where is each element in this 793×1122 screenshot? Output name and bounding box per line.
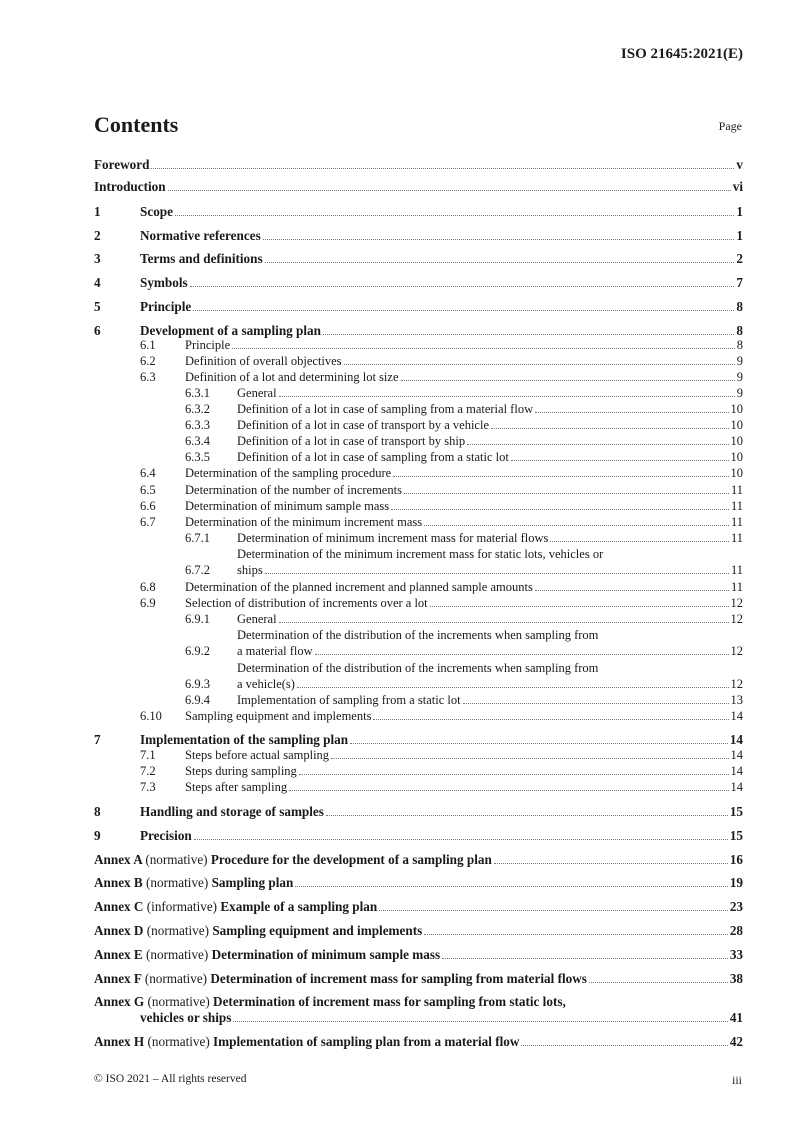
section-number: 9 — [94, 828, 101, 843]
entry-title: Terms and definitions — [140, 251, 263, 266]
entry-title: Steps after sampling — [185, 780, 288, 794]
dot-leader — [535, 590, 729, 591]
toc-entry[interactable] — [94, 418, 743, 433]
toc-entry[interactable] — [94, 899, 743, 914]
entry-title: Definition of a lot in case of transport by ship — [237, 434, 466, 448]
dot-leader — [589, 982, 728, 983]
dot-leader — [295, 886, 728, 887]
section-number: 5 — [94, 299, 101, 314]
annex-label: Annex B — [94, 875, 143, 890]
dot-leader — [373, 719, 728, 720]
page-number: 15 — [729, 804, 743, 819]
entry-title: Determination of minimum increment mass for material flows — [237, 531, 549, 545]
footer-copyright: © ISO 2021 – All rights reserved — [94, 1073, 247, 1085]
section-number: 7.3 — [140, 780, 156, 794]
dot-leader — [404, 493, 729, 494]
entry-title: a material flow — [237, 644, 313, 658]
document-id: ISO 21645:2021(E) — [620, 46, 743, 62]
dot-leader — [232, 348, 735, 349]
toc-entry[interactable] — [94, 228, 743, 243]
entry-title-line1 — [94, 994, 566, 1009]
page-number: 9 — [736, 354, 743, 368]
annex-kind: (normative) — [146, 875, 209, 890]
page-number: 12 — [730, 644, 743, 658]
dot-leader — [494, 863, 728, 864]
dot-leader — [521, 1045, 727, 1046]
dot-leader — [193, 310, 734, 311]
section-number: 3 — [94, 251, 101, 266]
entry-title: Selection of distribution of increments over a lot — [185, 596, 428, 610]
dot-leader — [297, 687, 729, 688]
dot-leader — [315, 654, 729, 655]
section-number: 7.1 — [140, 748, 156, 762]
annex-title: Sampling equipment and implements — [212, 923, 423, 938]
page-number: 15 — [729, 828, 743, 843]
page-number: 10 — [730, 466, 743, 480]
page-number: 14 — [729, 732, 743, 747]
entry-title: Symbols — [140, 275, 188, 290]
dot-leader — [463, 703, 729, 704]
annex-title: Implementation of sampling plan from a material flow — [213, 1034, 520, 1049]
page-number: 1 — [736, 204, 743, 219]
dot-leader — [467, 444, 728, 445]
dot-leader — [379, 910, 728, 911]
dot-leader — [393, 476, 728, 477]
toc-entry[interactable] — [94, 466, 743, 481]
entry-title: Handling and storage of samples — [140, 804, 324, 819]
page-number: 8 — [736, 299, 743, 314]
toc-entry[interactable] — [94, 251, 743, 266]
section-number: 6.7.2 — [185, 563, 210, 577]
page-number: 10 — [730, 402, 743, 416]
entry-title — [94, 852, 492, 867]
section-number: 7.2 — [140, 764, 156, 778]
entry-title — [94, 971, 587, 986]
contents-heading: Contents — [94, 112, 179, 137]
entry-title: Principle — [185, 338, 231, 352]
dot-leader — [194, 839, 728, 840]
footer-page-number: iii — [731, 1073, 742, 1087]
entry-title: Determination of the number of increments — [185, 483, 402, 497]
entry-title: Scope — [140, 204, 173, 219]
toc-entry[interactable] — [94, 732, 743, 747]
section-number: 2 — [94, 228, 101, 243]
page-number: 10 — [730, 450, 743, 464]
page-number: 16 — [729, 852, 743, 867]
page-number: 14 — [730, 764, 743, 778]
toc-entry[interactable] — [94, 923, 743, 938]
page-column-label: Page — [718, 119, 742, 133]
annex-title: Procedure for the development of a sampling plan — [210, 852, 492, 867]
annex-kind: (normative) — [146, 947, 209, 962]
dot-leader — [279, 396, 735, 397]
entry-title: Principle — [140, 299, 192, 314]
entry-title: Development of a sampling plan — [140, 323, 321, 338]
dot-leader — [491, 428, 728, 429]
dot-leader — [263, 239, 735, 240]
dot-leader — [350, 743, 728, 744]
page-number: 41 — [729, 1010, 743, 1025]
toc-entry[interactable] — [94, 764, 743, 779]
annex-kind: (normative) — [147, 1034, 210, 1049]
dot-leader — [430, 606, 729, 607]
entry-title: Steps during sampling — [185, 764, 297, 778]
toc-entry[interactable] — [94, 947, 743, 962]
entry-title: Precision — [140, 828, 192, 843]
entry-title: vehicles or ships — [140, 1010, 232, 1025]
entry-title-line1-text: Determination of the minimum increment mass for static lots, vehicles or — [237, 547, 604, 561]
section-number: 6.3.3 — [185, 418, 210, 432]
dot-leader — [535, 412, 728, 413]
entry-title: Definition of a lot and determining lot size — [185, 370, 399, 384]
dot-leader — [424, 934, 728, 935]
entry-title — [94, 899, 377, 914]
annex-label: Annex C — [94, 899, 144, 914]
entry-title — [94, 1034, 519, 1049]
toc-entry[interactable] — [94, 402, 743, 417]
page-number: v — [736, 157, 743, 172]
dot-leader — [442, 958, 728, 959]
dot-leader — [401, 380, 735, 381]
page-number: 11 — [730, 499, 743, 513]
section-number: 6.9.4 — [185, 693, 210, 707]
page-number: 14 — [730, 748, 743, 762]
toc-entry[interactable] — [94, 1034, 743, 1049]
toc-entry[interactable] — [94, 852, 743, 867]
page-number: 28 — [729, 923, 743, 938]
toc-entry[interactable] — [94, 354, 743, 369]
dot-leader — [331, 758, 728, 759]
page-number: 12 — [730, 596, 743, 610]
section-number: 1 — [94, 204, 101, 219]
toc-entry[interactable] — [94, 580, 743, 595]
toc-entry[interactable] — [94, 596, 743, 611]
section-number: 6.3.5 — [185, 450, 210, 464]
entry-title-line1-text: Determination of the distribution of the increments when sampling from — [237, 661, 599, 675]
page-number: 11 — [730, 483, 743, 497]
toc-entry[interactable] — [94, 709, 743, 724]
toc-entry[interactable] — [94, 499, 743, 514]
entry-title-line1 — [237, 547, 603, 562]
toc-entry[interactable] — [94, 275, 743, 290]
page-number: 13 — [730, 693, 743, 707]
section-number: 6.9.1 — [185, 612, 210, 626]
dot-leader — [299, 774, 729, 775]
entry-title — [94, 947, 440, 962]
annex-label: Annex A — [94, 852, 143, 867]
page-number: 42 — [729, 1034, 743, 1049]
section-number: 6.7 — [140, 515, 156, 529]
dot-leader — [511, 460, 729, 461]
dot-leader — [233, 1021, 727, 1022]
page-number: 12 — [730, 677, 743, 691]
annex-title: Determination of minimum sample mass — [211, 947, 441, 962]
toc-entry[interactable] — [94, 204, 743, 219]
toc-entry[interactable] — [94, 179, 743, 194]
toc-entry[interactable] — [94, 780, 743, 795]
page-number: 11 — [730, 563, 743, 577]
toc-entry[interactable] — [94, 612, 743, 627]
page-number: 9 — [736, 386, 743, 400]
entry-title — [94, 923, 422, 938]
entry-title: Determination of the minimum increment mass — [185, 515, 423, 529]
section-number: 6.6 — [140, 499, 156, 513]
entry-title: Definition of a lot in case of transport by a vehicle — [237, 418, 490, 432]
toc-entry[interactable] — [94, 450, 743, 465]
annex-kind: (informative) — [146, 899, 218, 914]
annex-kind: (normative) — [147, 994, 210, 1009]
toc-entry[interactable] — [94, 386, 743, 401]
section-number: 6.9.2 — [185, 644, 210, 658]
page-number: 10 — [730, 418, 743, 432]
entry-title: Introduction — [94, 179, 166, 194]
toc-entry[interactable] — [94, 994, 743, 1025]
entry-title: Implementation of sampling from a static lot — [237, 693, 461, 707]
page-number: 8 — [736, 323, 743, 338]
entry-title: Sampling equipment and implements — [185, 709, 372, 723]
dot-leader — [175, 215, 734, 216]
entry-title: General — [237, 612, 277, 626]
toc-entry[interactable] — [94, 299, 743, 314]
entry-title: ships — [237, 563, 263, 577]
dot-leader — [391, 509, 729, 510]
entry-title: a vehicle(s) — [237, 677, 295, 691]
page-number: 12 — [730, 612, 743, 626]
toc-entry[interactable] — [94, 547, 743, 578]
annex-kind: (normative) — [145, 852, 208, 867]
section-number: 7 — [94, 732, 101, 747]
section-number: 6.7.1 — [185, 531, 210, 545]
toc-entry[interactable] — [94, 748, 743, 763]
entry-title: Determination of minimum sample mass — [185, 499, 390, 513]
entry-title: Determination of the sampling procedure — [185, 466, 392, 480]
dot-leader — [265, 573, 729, 574]
toc-entry[interactable] — [94, 804, 743, 819]
page-number: 14 — [730, 709, 743, 723]
page-number: 11 — [730, 515, 743, 529]
annex-label: Annex D — [94, 923, 144, 938]
toc-entry[interactable] — [94, 338, 743, 353]
toc-entry[interactable] — [94, 828, 743, 843]
toc-entry[interactable] — [94, 875, 743, 890]
entry-title: Implementation of the sampling plan — [140, 732, 349, 747]
toc-entry[interactable] — [94, 661, 743, 692]
section-number: 6.3.1 — [185, 386, 210, 400]
page-number: 9 — [736, 370, 743, 384]
toc-entry[interactable] — [94, 515, 743, 530]
annex-kind: (normative) — [146, 923, 210, 938]
entry-title: Steps before actual sampling — [185, 748, 330, 762]
section-number: 6.3.4 — [185, 434, 210, 448]
page-number: 14 — [730, 780, 743, 794]
section-number: 6.3.2 — [185, 402, 210, 416]
page-number: vi — [732, 179, 743, 194]
section-number: 6.5 — [140, 483, 156, 497]
page-number: 11 — [730, 531, 743, 545]
entry-title: Foreword — [94, 157, 150, 172]
toc-entry[interactable] — [94, 693, 743, 708]
section-number: 6.8 — [140, 580, 156, 594]
section-number: 4 — [94, 275, 101, 290]
dot-leader — [326, 815, 728, 816]
entry-title: Definition of a lot in case of sampling from a static lot — [237, 450, 509, 464]
section-number: 6.9.3 — [185, 677, 210, 691]
page-number: 11 — [730, 580, 743, 594]
dot-leader — [168, 190, 731, 191]
page-number: 33 — [729, 947, 743, 962]
toc-entry[interactable] — [94, 157, 743, 172]
dot-leader — [190, 286, 735, 287]
page-number: 7 — [736, 275, 743, 290]
page-number: 38 — [729, 971, 743, 986]
page-number: 1 — [736, 228, 743, 243]
page-number: 8 — [736, 338, 743, 352]
section-number: 6.10 — [140, 709, 162, 723]
entry-title: Normative references — [140, 228, 261, 243]
dot-leader — [424, 525, 729, 526]
section-number: 6.4 — [140, 466, 156, 480]
section-number: 8 — [94, 804, 101, 819]
annex-label: Annex H — [94, 1034, 145, 1049]
toc-entry[interactable] — [94, 370, 743, 385]
dot-leader — [323, 334, 734, 335]
toc-entry[interactable] — [94, 323, 743, 338]
entry-title-line1-text: Determination of the distribution of the increments when sampling from — [237, 628, 599, 642]
dot-leader — [279, 622, 729, 623]
annex-title: Determination of increment mass for sampling from material flows — [210, 971, 587, 986]
annex-title: Sampling plan — [211, 875, 294, 890]
annex-label: Annex E — [94, 947, 143, 962]
entry-title-line1 — [237, 661, 598, 676]
annex-title: Example of a sampling plan — [220, 899, 378, 914]
page-number: 19 — [729, 875, 743, 890]
toc-entry[interactable] — [94, 531, 743, 546]
section-number: 6.3 — [140, 370, 156, 384]
toc-entry[interactable] — [94, 483, 743, 498]
page-number: 10 — [730, 434, 743, 448]
entry-title — [94, 875, 293, 890]
entry-title-line1 — [237, 628, 598, 643]
annex-label: Annex G — [94, 994, 145, 1009]
annex-label: Annex F — [94, 971, 142, 986]
section-number: 6 — [94, 323, 101, 338]
annex-kind: (normative) — [144, 971, 208, 986]
page-number: 2 — [736, 251, 743, 266]
section-number: 6.2 — [140, 354, 156, 368]
page-number: 23 — [729, 899, 743, 914]
section-number: 6.1 — [140, 338, 156, 352]
section-number: 6.9 — [140, 596, 156, 610]
dot-leader — [550, 541, 729, 542]
dot-leader — [151, 168, 734, 169]
dot-leader — [265, 262, 735, 263]
entry-title: Definition of overall objectives — [185, 354, 342, 368]
dot-leader — [344, 364, 735, 365]
dot-leader — [289, 790, 728, 791]
toc-entry[interactable] — [94, 628, 743, 659]
entry-title: Definition of a lot in case of sampling from a material flow — [237, 402, 534, 416]
entry-title: General — [237, 386, 277, 400]
entry-title: Determination of the planned increment and planned sample amounts — [185, 580, 533, 594]
entry-title-line1-text: Determination of increment mass for sampling from static lots, — [213, 994, 566, 1009]
toc-entry[interactable] — [94, 971, 743, 986]
toc-entry[interactable] — [94, 434, 743, 449]
